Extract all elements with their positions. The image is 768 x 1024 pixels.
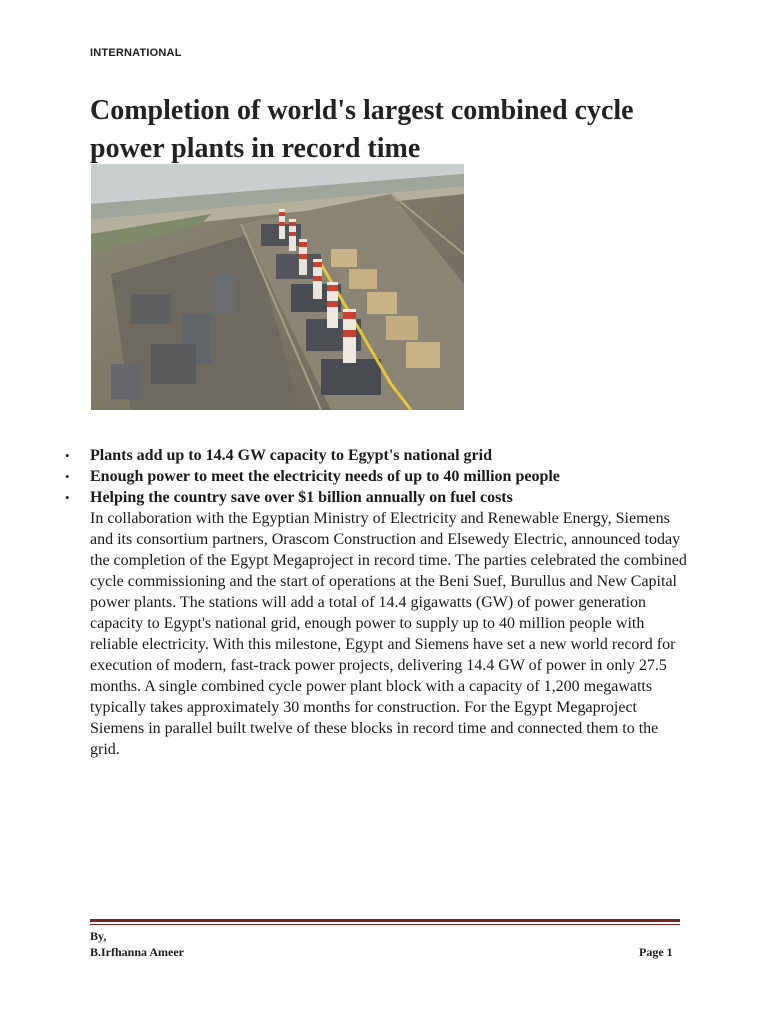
bullet-icon: • — [65, 490, 70, 505]
key-point — [62, 466, 702, 487]
article-title: Completion of world's largest combined cycle power plants in record time — [90, 95, 634, 164]
bullet-icon: • — [65, 469, 70, 484]
key-point-text: Plants add up to 14.4 GW capacity to Egypt's national grid — [90, 447, 492, 464]
byline-label: By, — [90, 929, 107, 943]
bullet-icon: • — [65, 448, 70, 463]
author-name: B.Irfhanna Ameer — [90, 945, 184, 959]
article-body: In collaboration with the Egyptian Ministry of Electricity and Renewable Energy, Siemens and its consortium partners, Orascom Construction and Elsewedy Electric, announced today the completion of the Egypt Megaproject in record time. The parties celebrated the combined cycle commissioning and the start of operations at the Beni Suef, Burullus and New Capital power plants. The stations will add a total of 14.4 gigawatts (GW) of power generation capacity to Egypt's national grid, enough power to supply up to 40 million people with reliable electricity. With this milestone, Egypt and Siemens have set a new world record for execution of modern, fast-track power projects, delivering 14.4 GW of power in only 27.5 months. A single combined cycle power plant block with a capacity of 1,200 megawatts typically takes approximately 30 months for construction. For the Egypt Megaproject Siemens in parallel built twelve of these blocks in record time and connected them to the grid. — [90, 510, 687, 758]
key-point — [62, 445, 702, 466]
key-point-text: Helping the country save over $1 billion annually on fuel costs — [90, 489, 513, 506]
key-point-text: Enough power to meet the electricity needs of up to 40 million people — [90, 468, 560, 485]
footer-divider-thick — [90, 919, 680, 922]
footer-divider-thin — [90, 924, 680, 925]
key-point — [62, 487, 702, 508]
key-points-list — [62, 445, 702, 508]
power-plant-photo — [91, 164, 464, 410]
section-label: INTERNATIONAL — [90, 47, 182, 59]
page-number: Page 1 — [639, 945, 673, 959]
